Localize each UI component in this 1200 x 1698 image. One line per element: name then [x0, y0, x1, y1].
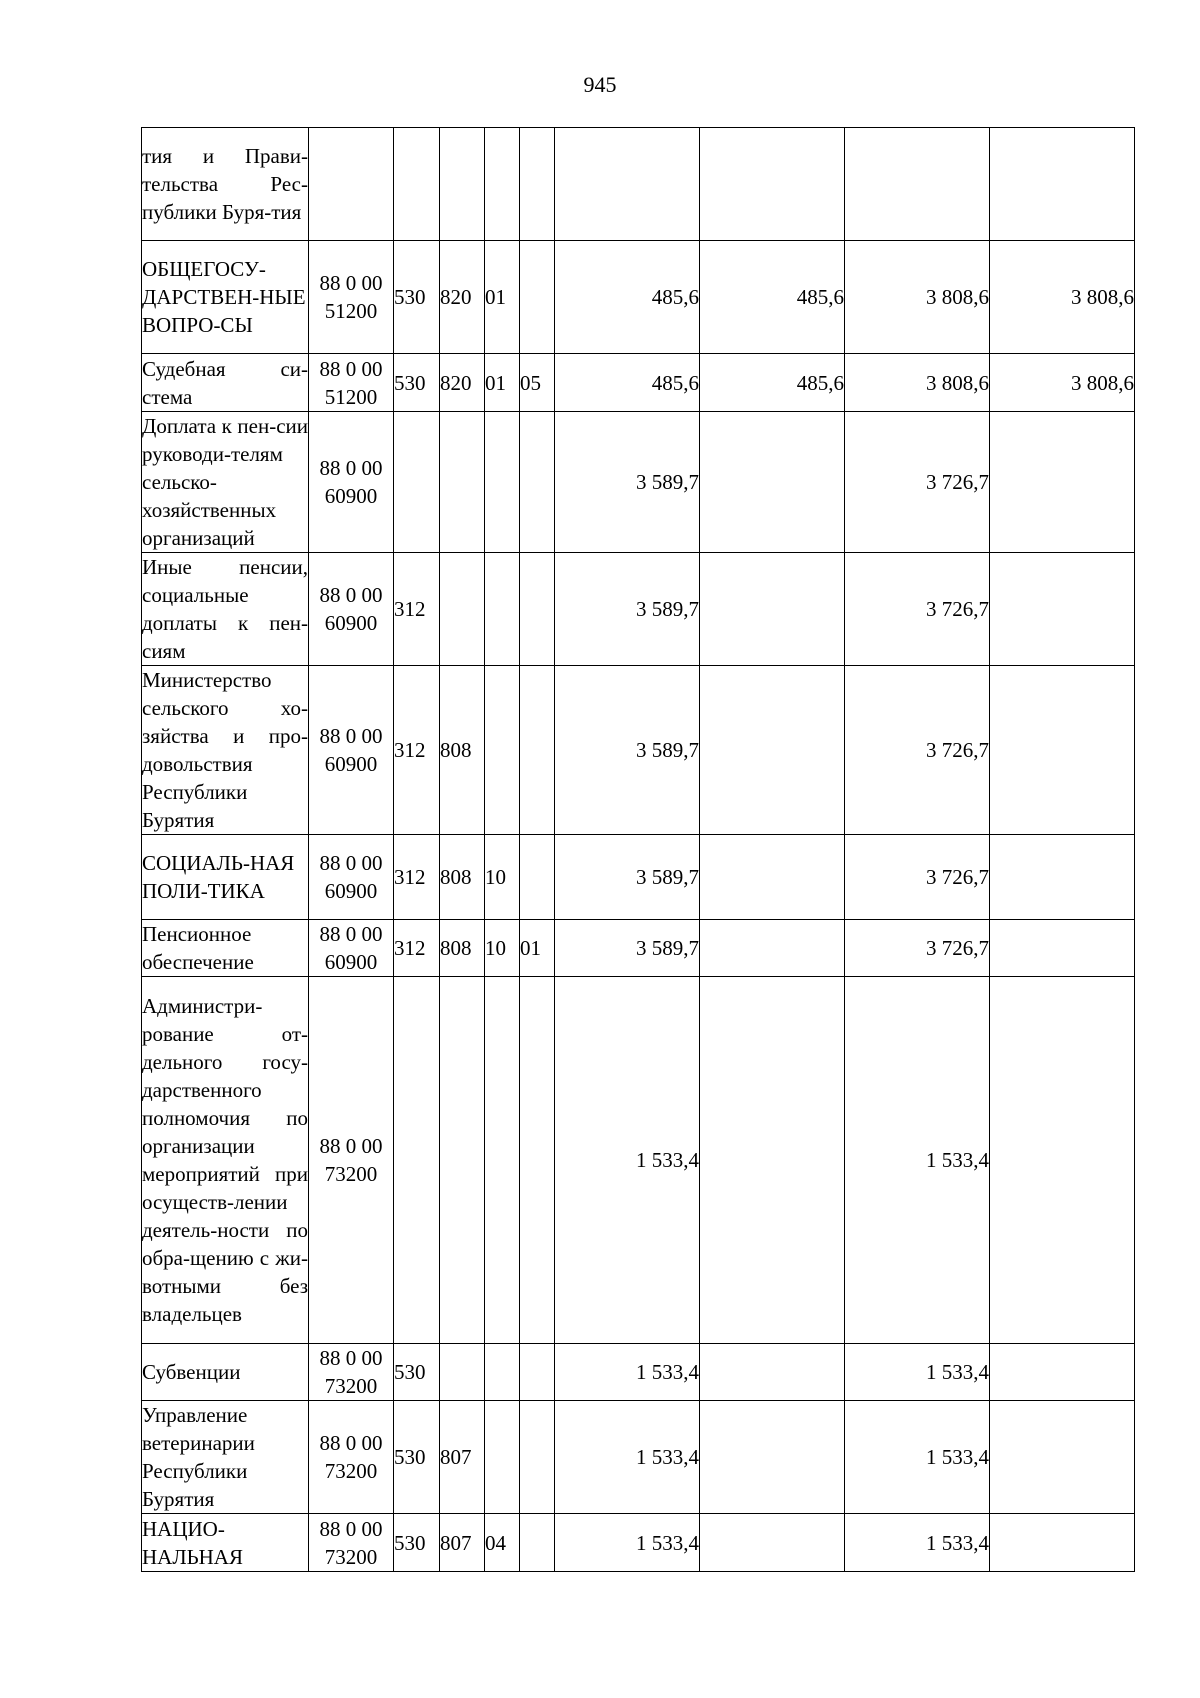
table-row — [142, 241, 1135, 354]
budget-table — [141, 127, 1135, 1572]
amount-1-cell — [555, 835, 700, 920]
administrator-code-cell — [440, 128, 485, 241]
amount-2-cell — [700, 553, 845, 666]
amount-2-cell — [700, 354, 845, 412]
amount-2-cell — [700, 835, 845, 920]
row-label: тия и Прави-тельства Рес-публики Буря-тия — [142, 144, 308, 224]
section-code: 10 — [485, 865, 506, 889]
target-article-code: 88 0 00 73200 — [319, 1134, 383, 1186]
row-label-cell — [142, 1514, 309, 1572]
amount-1: 3 589,7 — [636, 597, 699, 621]
expense-type-code-cell — [394, 553, 440, 666]
amount-2-cell — [700, 920, 845, 977]
row-label-cell — [142, 354, 309, 412]
amount-3: 1 533,4 — [926, 1360, 989, 1384]
expense-type-code-cell — [394, 835, 440, 920]
amount-3-cell — [845, 412, 990, 553]
amount-4-cell — [990, 553, 1135, 666]
amount-2-cell — [700, 977, 845, 1344]
row-label-cell — [142, 977, 309, 1344]
administrator-code-cell — [440, 835, 485, 920]
amount-1: 3 589,7 — [636, 738, 699, 762]
amount-2-cell — [700, 666, 845, 835]
expense-type-code-cell — [394, 1401, 440, 1514]
amount-2: 485,6 — [796, 370, 844, 395]
target-article-code-cell — [309, 977, 394, 1344]
amount-3-cell — [845, 1401, 990, 1514]
table-row — [142, 1344, 1135, 1401]
row-label-cell — [142, 553, 309, 666]
administrator-code-cell — [440, 553, 485, 666]
amount-4-cell — [990, 666, 1135, 835]
subsection-code-cell — [520, 920, 555, 977]
section-code-cell — [485, 835, 520, 920]
administrator-code: 807 — [440, 1530, 472, 1555]
amount-3-cell — [845, 920, 990, 977]
table-row — [142, 977, 1135, 1344]
amount-3: 1 533,4 — [926, 1530, 989, 1555]
expense-type-code-cell — [394, 920, 440, 977]
expense-type-code-cell — [394, 412, 440, 553]
section-code-cell — [485, 666, 520, 835]
amount-4-cell — [990, 1401, 1135, 1514]
table-row — [142, 412, 1135, 553]
administrator-code-cell — [440, 412, 485, 553]
amount-3: 3 726,7 — [926, 597, 989, 621]
amount-1-cell — [555, 1401, 700, 1514]
amount-3: 3 726,7 — [926, 936, 989, 960]
expense-type-code-cell — [394, 1514, 440, 1572]
amount-4-cell — [990, 1514, 1135, 1572]
amount-1: 485,6 — [651, 370, 699, 395]
amount-2: 485,6 — [796, 285, 844, 309]
administrator-code-cell — [440, 977, 485, 1344]
amount-1-cell — [555, 666, 700, 835]
amount-1-cell — [555, 1514, 700, 1572]
administrator-code: 820 — [440, 370, 472, 395]
section-code: 04 — [485, 1530, 506, 1555]
target-article-code-cell — [309, 1344, 394, 1401]
amount-3-cell — [845, 354, 990, 412]
subsection-code-cell — [520, 553, 555, 666]
administrator-code-cell — [440, 1514, 485, 1572]
amount-3-cell — [845, 1514, 990, 1572]
expense-type-code: 530 — [394, 370, 426, 395]
section-code-cell — [485, 553, 520, 666]
row-label-cell — [142, 1344, 309, 1401]
row-label: Пенсионное обеспечение — [142, 922, 254, 974]
subsection-code-cell — [520, 1344, 555, 1401]
target-article-code-cell — [309, 835, 394, 920]
amount-2-cell — [700, 1401, 845, 1514]
amount-4-cell — [990, 241, 1135, 354]
section-code: 10 — [485, 936, 506, 960]
target-article-code: 88 0 00 60900 — [319, 922, 383, 974]
administrator-code-cell — [440, 1401, 485, 1514]
target-article-code-cell — [309, 241, 394, 354]
row-label-cell — [142, 835, 309, 920]
subsection-code: 01 — [520, 936, 541, 960]
expense-type-code-cell — [394, 128, 440, 241]
section-code-cell — [485, 1514, 520, 1572]
target-article-code-cell — [309, 412, 394, 553]
row-label: СОЦИАЛЬ-НАЯ ПОЛИ-ТИКА — [142, 851, 295, 903]
row-label: Субвенции — [142, 1360, 241, 1384]
amount-1: 485,6 — [651, 285, 699, 309]
row-label: Иные пенсии, социальные доплаты к пен-сиям — [142, 555, 308, 663]
row-label-cell — [142, 666, 309, 835]
amount-4-cell — [990, 920, 1135, 977]
section-code: 01 — [485, 370, 506, 395]
table-row — [142, 1514, 1135, 1572]
expense-type-code: 312 — [394, 936, 426, 960]
row-label-cell — [142, 241, 309, 354]
amount-4: 3 808,6 — [1071, 285, 1134, 309]
subsection-code-cell — [520, 354, 555, 412]
amount-1: 1 533,4 — [636, 1530, 699, 1555]
administrator-code-cell — [440, 354, 485, 412]
amount-1-cell — [555, 553, 700, 666]
subsection-code-cell — [520, 835, 555, 920]
table-row — [142, 553, 1135, 666]
administrator-code: 808 — [440, 865, 472, 889]
target-article-code: 88 0 00 51200 — [319, 356, 383, 409]
row-label-cell — [142, 412, 309, 553]
row-label: НАЦИО-НАЛЬНАЯ — [142, 1516, 243, 1569]
section-code-cell — [485, 241, 520, 354]
amount-3-cell — [845, 553, 990, 666]
table-row — [142, 128, 1135, 241]
expense-type-code-cell — [394, 666, 440, 835]
target-article-code: 88 0 00 60900 — [319, 583, 383, 635]
section-code-cell — [485, 354, 520, 412]
target-article-code: 88 0 00 73200 — [319, 1431, 383, 1483]
amount-4-cell — [990, 1344, 1135, 1401]
target-article-code-cell — [309, 553, 394, 666]
amount-3: 3 808,6 — [926, 370, 989, 395]
amount-2-cell — [700, 241, 845, 354]
subsection-code-cell — [520, 1514, 555, 1572]
row-label-cell — [142, 920, 309, 977]
amount-1-cell — [555, 412, 700, 553]
target-article-code-cell — [309, 354, 394, 412]
amount-4-cell — [990, 977, 1135, 1344]
amount-4-cell — [990, 412, 1135, 553]
row-label: ОБЩЕГОСУ-ДАРСТВЕН-НЫЕ ВОПРО-СЫ — [142, 257, 306, 337]
administrator-code-cell — [440, 241, 485, 354]
expense-type-code: 312 — [394, 738, 426, 762]
amount-1: 3 589,7 — [636, 936, 699, 960]
row-label: Управление ветеринарии Республики Бурятия — [142, 1403, 255, 1511]
target-article-code-cell — [309, 128, 394, 241]
administrator-code: 808 — [440, 936, 472, 960]
expense-type-code-cell — [394, 241, 440, 354]
target-article-code: 88 0 00 60900 — [319, 724, 383, 776]
amount-3: 3 726,7 — [926, 865, 989, 889]
row-label: Судебная си-стема — [142, 356, 308, 409]
amount-3-cell — [845, 241, 990, 354]
section-code-cell — [485, 128, 520, 241]
table-body — [142, 128, 1135, 1572]
row-label-cell — [142, 128, 309, 241]
amount-1-cell — [555, 1344, 700, 1401]
row-label: Доплата к пен-сии руководи-телям сельско-хозяйственных организаций — [142, 414, 308, 550]
amount-3: 1 533,4 — [926, 1148, 989, 1172]
row-label-cell — [142, 1401, 309, 1514]
section-code-cell — [485, 920, 520, 977]
target-article-code: 88 0 00 51200 — [319, 271, 383, 323]
subsection-code-cell — [520, 128, 555, 241]
expense-type-code-cell — [394, 354, 440, 412]
amount-1: 1 533,4 — [636, 1148, 699, 1172]
amount-1-cell — [555, 920, 700, 977]
amount-1-cell — [555, 128, 700, 241]
amount-2-cell — [700, 412, 845, 553]
administrator-code: 808 — [440, 738, 472, 762]
amount-1: 3 589,7 — [636, 865, 699, 889]
section-code-cell — [485, 412, 520, 553]
page-number: 945 — [583, 72, 617, 97]
amount-4: 3 808,6 — [1071, 370, 1134, 395]
target-article-code-cell — [309, 666, 394, 835]
amount-3-cell — [845, 1344, 990, 1401]
amount-1-cell — [555, 977, 700, 1344]
administrator-code: 807 — [440, 1445, 472, 1469]
amount-2-cell — [700, 128, 845, 241]
amount-3-cell — [845, 128, 990, 241]
section-code-cell — [485, 1344, 520, 1401]
amount-1: 1 533,4 — [636, 1360, 699, 1384]
administrator-code-cell — [440, 666, 485, 835]
amount-4-cell — [990, 835, 1135, 920]
expense-type-code-cell — [394, 1344, 440, 1401]
amount-3: 1 533,4 — [926, 1445, 989, 1469]
expense-type-code: 312 — [394, 597, 426, 621]
amount-3: 3 726,7 — [926, 470, 989, 494]
expense-type-code-cell — [394, 977, 440, 1344]
amount-1-cell — [555, 354, 700, 412]
administrator-code: 820 — [440, 285, 472, 309]
expense-type-code: 312 — [394, 865, 426, 889]
target-article-code-cell — [309, 1514, 394, 1572]
target-article-code-cell — [309, 1401, 394, 1514]
amount-4-cell — [990, 128, 1135, 241]
administrator-code-cell — [440, 1344, 485, 1401]
amount-3: 3 726,7 — [926, 738, 989, 762]
expense-type-code: 530 — [394, 1530, 426, 1555]
amount-3-cell — [845, 835, 990, 920]
amount-1: 1 533,4 — [636, 1445, 699, 1469]
amount-1: 3 589,7 — [636, 470, 699, 494]
amount-4-cell — [990, 354, 1135, 412]
expense-type-code: 530 — [394, 1360, 426, 1384]
amount-3-cell — [845, 977, 990, 1344]
target-article-code: 88 0 00 60900 — [319, 851, 383, 903]
administrator-code-cell — [440, 920, 485, 977]
subsection-code-cell — [520, 1401, 555, 1514]
target-article-code: 88 0 00 60900 — [319, 456, 383, 508]
table-row — [142, 354, 1135, 412]
section-code-cell — [485, 1401, 520, 1514]
row-label: Администри-рование от-дельного госу-дарственного полномочия по организации мероприятий при осуществ-лении деятель-ности по обра-щению с жи-вотными без владельцев — [142, 994, 308, 1326]
section-code-cell — [485, 977, 520, 1344]
subsection-code: 05 — [520, 370, 541, 395]
table-row — [142, 835, 1135, 920]
subsection-code-cell — [520, 977, 555, 1344]
amount-3: 3 808,6 — [926, 285, 989, 309]
row-label: Министерство сельского хо-зяйства и про-довольствия Республики Бурятия — [142, 668, 308, 832]
expense-type-code: 530 — [394, 285, 426, 309]
amount-3-cell — [845, 666, 990, 835]
amount-2-cell — [700, 1344, 845, 1401]
amount-1-cell — [555, 241, 700, 354]
table-row — [142, 1401, 1135, 1514]
target-article-code-cell — [309, 920, 394, 977]
subsection-code-cell — [520, 241, 555, 354]
section-code: 01 — [485, 285, 506, 309]
target-article-code: 88 0 00 73200 — [319, 1346, 383, 1398]
subsection-code-cell — [520, 666, 555, 835]
expense-type-code: 530 — [394, 1445, 426, 1469]
subsection-code-cell — [520, 412, 555, 553]
table-row — [142, 920, 1135, 977]
target-article-code: 88 0 00 73200 — [319, 1516, 383, 1569]
table-row — [142, 666, 1135, 835]
amount-2-cell — [700, 1514, 845, 1572]
